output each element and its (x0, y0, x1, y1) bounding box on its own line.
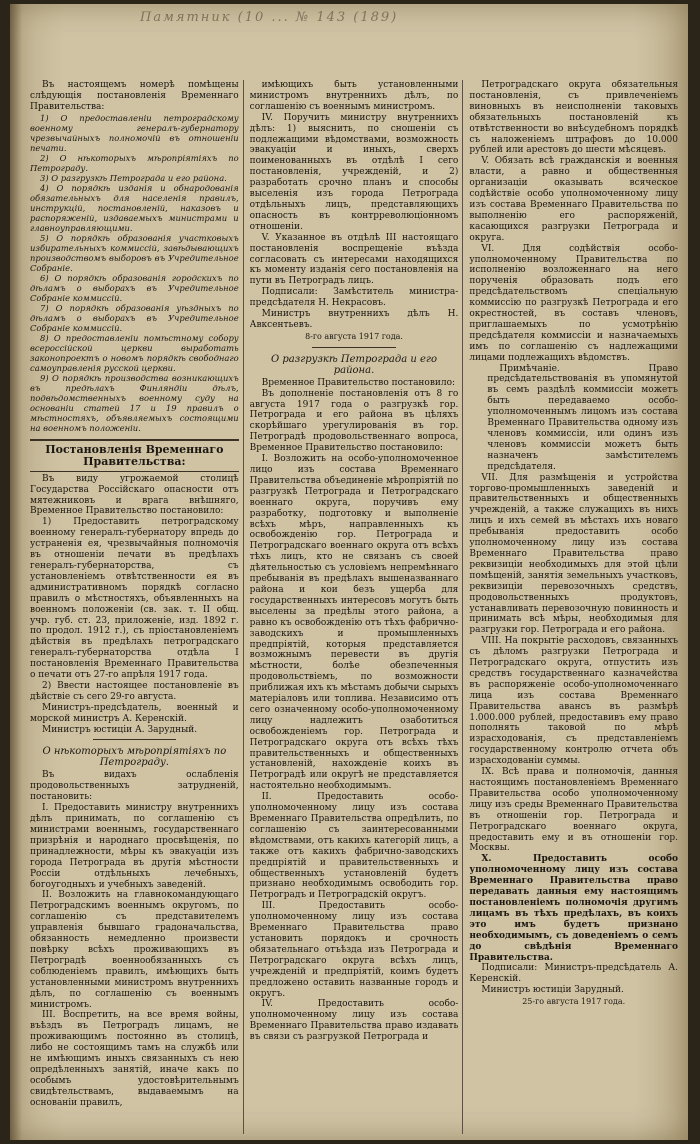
column-3 (469, 80, 678, 1134)
paragraph: 2) Ввести настоящее постановленіе въ дѣйствіе съ сего 29-го августа. (30, 680, 239, 702)
list-item: 8) О предоставленіи помѣстному собору всероссійской церкви выработать законопроектъ о новомъ порядкѣ свободнаго самоуправленія русской церкви. (30, 332, 239, 373)
paragraph: VI. Для содѣйствія особо-уполномоченному Правительства по исполненію возложеннаго на него порученія образовать подъ его предсѣдательствомъ спеціальную коммиссію по разгрузкѣ Петрограда и его окрестностей, въ составъ членовъ, приглашаемыхъ по усмотрѣнію предсѣдателя коммиссіи и назначаемыхъ имъ по соглашенію съ надлежащими лицами подлежащихъ вѣдомствъ. (469, 243, 679, 363)
paragraph: VII. Для размѣщенія и устройства торгово-промышленныхъ заведеній и правительственныхъ и общественныхъ учрежденій, а также служащихъ въ нихъ лицъ и ихъ семей въ мѣстахъ ихъ новаго пребыванія предоставить особо уполномоченному лицу изъ состава Временнаго Правительства право реквизиціи необходимыхъ для этой цѣли помѣщеній, занятія земельныхъ участковъ, реквизиціи перевозочныхъ средствъ, продовольственныхъ продуктовъ, устанавливать перевозочную повинность и принимать всѣ мѣры, необходимыя для разгрузки гор. Петрограда и его района. (469, 472, 679, 636)
column-1 (30, 80, 244, 1134)
list-item: 4) О порядкѣ изданія и обнародованія обязательныхъ для населенія правилъ, инструкцій, постановленій, наказовъ и распоряженій, издаваемыхъ министрами и главноуправляющими. (30, 182, 239, 233)
contents-list (30, 113, 239, 433)
list-item: 7) О порядкѣ образованія уѣздныхъ по дѣламъ о выборахъ въ Учредительное Собраніе коммиссій. (30, 302, 239, 333)
paragraph: V. Обязать всѣ гражданскія и военныя власти, а равно и общественныя организаціи оказывать всяческое содѣйствіе особо уполномоченному лицу изъ состава Временнаго Правительства по выполненію его распоряженій, касающихся разгрузки Петрограда и округа. (469, 156, 679, 243)
paragraph: VIII. На покрытіе расходовъ, связанныхъ съ дѣломъ разгрузки Петрограда и Петроградскаго округа, отпустить изъ средствъ государственнаго казначейства въ распоряженіе особо-уполномоченнаго лица изъ состава Временнаго Правительства авансъ въ размѣрѣ 1.000.000 рублей, предоставивъ ему право пополнять таковой по мѣрѣ израсходованія, съ представленіемъ государственному контролю отчета объ израсходованіи суммы. (469, 636, 679, 767)
paragraph: II. Предоставить особо-уполномоченному лицу изъ состава Временнаго Правительства опредѣлить, по соглашенію съ заинтересованными вѣдомствами, отъ какихъ категорій лицъ, а также отъ какихъ фабрично-заводскихъ предпріятій и правительственныхъ и общественныхъ установленій будетъ признано необходимымъ освободить гор. Петроградъ и Петроградскій округъ. (249, 792, 459, 901)
paragraph: III. Воспретить, на все время войны, въѣздъ въ Петроградъ лицамъ, не проживающимъ постоянно въ столицѣ, либо не состоящимъ тамъ на службѣ или не имѣющимъ иныхъ связанныхъ съ нею опредѣленныхъ занятій, иначе какъ по особымъ удостовѣрительнымъ свидѣтельствамъ, выдаваемымъ на основаніи правилъ, (30, 1010, 239, 1108)
list-item: 1) О предоставленіи петроградскому военному генералъ-губернатору чрезвычайныхъ полномочій въ отношеніи печати. (30, 112, 239, 153)
divider (312, 347, 395, 348)
signature: Министръ юстиціи А. Зарудный. (42, 724, 198, 735)
list-item: 2) О нѣкоторыхъ мѣропріятіяхъ по Петрограду. (30, 152, 239, 173)
paragraph: имѣющихъ быть установленными министромъ внутреннихъ дѣлъ, по соглашенію съ военнымъ министромъ. (249, 80, 459, 112)
decree-date: 25-го августа 1917 года. (522, 997, 626, 1007)
paragraph: Петроградскаго округа обязательныя постановленія, съ привлеченіемъ виновныхъ въ неисполненіи таковыхъ обязательныхъ постановленій къ отвѣтственности во внѣсудебномъ порядкѣ съ наложеніемъ штрафовъ до 10.000 рублей или арестовъ до шести мѣсяцевъ. (469, 80, 679, 156)
signature: Министръ юстиціи Зарудный. (481, 985, 624, 996)
paragraph: IX. Всѣ права и полномочія, данныя настоящимъ постановленіемъ Временнаго Правительства особо уполномоченному лицу изъ среды Временнаго Правительства въ отношеніи гор. Петрограда и Петроградскаго военнаго округа, предоставить ему и въ отношеніи гор. Москвы. (469, 767, 679, 854)
signature: Подписали: Министръ-предсѣдатель А. Керенскій. (469, 963, 679, 985)
paragraph: V. Указанное въ отдѣлѣ III настоящаго постановленія воспрещеніе въѣзда согласовать съ интересами находящихся къ моменту изданія сего постановленія на пути въ Петроградъ лицъ. (249, 232, 459, 287)
paragraph: III. Предоставить особо-уполномоченному лицу изъ состава Временнаго Правительства право установить порядокъ и срочность обязательнаго отъѣзда изъ Петрограда и Петроградскаго округа всѣхъ лицъ, учрежденій и предпріятій, коимъ будетъ предложено оставить названные городъ и округъ. (249, 901, 459, 999)
paragraph: IV. Предоставить особо-уполномоченному лицу изъ состава Временнаго Правительства право издавать въ связи съ разгрузкой Петрограда и (249, 999, 459, 1043)
decree-title: О нѣкоторыхъ мѣропріятіяхъ по Петрограду. (42, 746, 227, 769)
paragraph: Въ видахъ ослабленія продовольственныхъ затрудненій, постановить: (30, 770, 239, 803)
paragraph: 1) Предоставить петроградскому военному генералъ-губернатору впредь до устраненія ея, чрезвычайныя полномочія въ отношеніи печати въ предѣлахъ генералъ-губернаторства, съ установленіемъ отвѣтственности ея въ административномъ порядкѣ согласно правилъ о мѣстностяхъ, объявленныхъ на военномъ положеніи (св. зак. т. II общ. учр. губ. ст. 23, приложеніе, изд. 1892 г. по продол. 1912 г.), съ пріостановленіемъ дѣйствія въ предѣлахъ петроградскаго генералъ-губернаторства отдѣла I постановленія Временнаго Правительства о печати отъ 27-го апрѣля 1917 года. (30, 517, 239, 681)
paragraph: Временное Правительство постановило: (261, 377, 456, 388)
list-item: 6) О порядкѣ образованія городскихъ по дѣламъ о выборахъ въ Учредительное Собраніе коммиссій. (30, 272, 239, 303)
signature: Министръ-предсѣдатель, военный и морской министръ А. Керенскій. (30, 702, 239, 724)
newspaper-page (10, 4, 688, 1140)
text-columns (30, 80, 678, 1134)
list-item: 5) О порядкѣ образованія участковыхъ избирательныхъ коммиссій, завѣдывающихъ производствомъ выборовъ въ Учредительное Собраніе. (30, 232, 239, 273)
paragraph: X. Предоставить особо уполномоченному лицу изъ состава Временнаго Правительства право передавать данныя ему настоящимъ постановленіемъ полномочія другимъ лицамъ въ тѣхъ предѣлахъ, въ коихъ это имъ будетъ признано необходимымъ, съ доведеніемъ о семъ до свѣдѣнія Временнаго Правительства. (469, 854, 679, 963)
paragraph: IV. Поручить министру внутреннихъ дѣлъ: 1) выяснить, по сношеніи съ подлежащими вѣдомствами, возможность эвакуаціи и иныхъ, сверхъ поименованныхъ въ отдѣлѣ I сего постановленія, учрежденій, и 2) разработать срочно планъ и способы выселенія изъ города Петрограда отдѣльныхъ лицъ, представляющихъ опасность въ контрреволюціонномъ отношеніи. (249, 112, 459, 232)
column-2 (250, 80, 464, 1134)
divider (93, 739, 176, 740)
section-title: Постановленія Временнаго Правительства: (30, 439, 239, 472)
paragraph: I. Возложить на особо-уполномоченное лицо изъ состава Временнаго Правительства объединеніе мѣропріятій по разгрузкѣ Петрограда и Петроградскаго военнаго округа, поручивъ ему разработку, подготовку и выполненіе всѣхъ мѣръ, направленныхъ къ освобожденію гор. Петрограда и Петроградскаго военнаго округа отъ всѣхъ тѣхъ лицъ, кто не связанъ съ своей дѣятельностью съ условіемъ непремѣннаго пребыванія въ предѣлахъ вышеназваннаго района и кои безъ ущерба для государственныхъ интересовъ могутъ быть выселены за предѣлы этого района, а равно къ освобожденію отъ тѣхъ фабрично-заводскихъ и промышленныхъ предпріятій, которыя представляется возможнымъ перевести въ другія мѣстности, болѣе обезпеченныя продовольствіемъ, по возможности приближая ихъ къ мѣстамъ добычи сырыхъ матеріаловъ или топлива. Независимо отъ сего означенному особо-уполномоченному лицу надлежитъ озаботиться освобожденіемъ гор. Петрограда и Петроградскаго округа отъ всѣхъ тѣхъ правительственныхъ и общественныхъ установленій, нахожденіе коихъ въ Петроградѣ или округѣ не представляется настоятельно необходимымъ. (249, 454, 459, 792)
binding-shadow (10, 4, 22, 1140)
paragraph: Въ виду угрожаемой столицѣ Государства Россійскаго опасности отъ мятежниковъ и врага внѣшняго, Временное Правительство постановило: (30, 473, 239, 517)
list-item: 3) О разгрузкѣ Петрограда и его района. (40, 172, 227, 183)
decree-title: О разгрузкѣ Петрограда и его района. (271, 353, 437, 376)
signature: Министръ внутреннихъ дѣлъ Н. Авксентьевъ. (249, 309, 459, 330)
paragraph: II. Возложить на главнокомандующаго Петроградскимъ военнымъ округомъ, по соглашенію съ представителемъ управленія бывшаго градоначальства, обязанность немедленно произвести повѣрку всѣхъ проживающихъ въ Петроградѣ военнообязанныхъ съ соблюденіемъ правилъ, имѣющихъ быть установленными министромъ внутреннихъ дѣлъ, по соглашенію съ военнымъ министромъ. (30, 890, 239, 1010)
paragraph: Въ дополненіе постановленія отъ 8 го августа 1917 года о разгрузкѣ гор. Петрограда и его района въ цѣляхъ скорѣйшаго урегулированія въ гор. Петроградѣ продовольственнаго вопроса, Временное Правительство постановило: (249, 388, 459, 454)
handwritten-annotation: Памятник (10 ... № 143 (189) (140, 10, 399, 25)
paragraph: I. Предоставить министру внутреннихъ дѣлъ принимать, по соглашенію съ министрами военнымъ, государственнаго призрѣнія и народнаго просвѣщенія, по принадлежности, мѣры къ эвакуаціи изъ города Петрограда въ другія мѣстности Россіи отдѣльныхъ лечебныхъ, богоугодныхъ и учебныхъ заведеній. (30, 803, 239, 890)
intro-paragraph: Въ настоящемъ номерѣ помѣщены слѣдующія постановленія Временнаго Правительства: (30, 80, 239, 112)
list-item: 9) О порядкѣ производства возникающихъ въ предѣлахъ Финляндіи дѣлъ, подвѣдомственныхъ военному суду на основаніи статей 17 и 19 правилъ о мѣстностяхъ, объявляемыхъ состоящими на военномъ положеніи. (30, 372, 239, 433)
note-paragraph: Примѣчаніе. Право предсѣдательствованія въ упомянутой въ семъ раздѣлѣ коммиссіи можетъ быть передаваемо особо-уполномоченнымъ лицомъ изъ состава Временнаго Правительства одному изъ членовъ коммиссіи, или одинъ изъ членовъ коммиссіи можетъ быть назначенъ замѣстителемъ предсѣдателя. (487, 363, 679, 472)
signature: Подписали: Замѣститель министра-предсѣдателя Н. Некрасовъ. (249, 287, 459, 309)
decree-date: 8-го августа 1917 года. (305, 331, 403, 341)
